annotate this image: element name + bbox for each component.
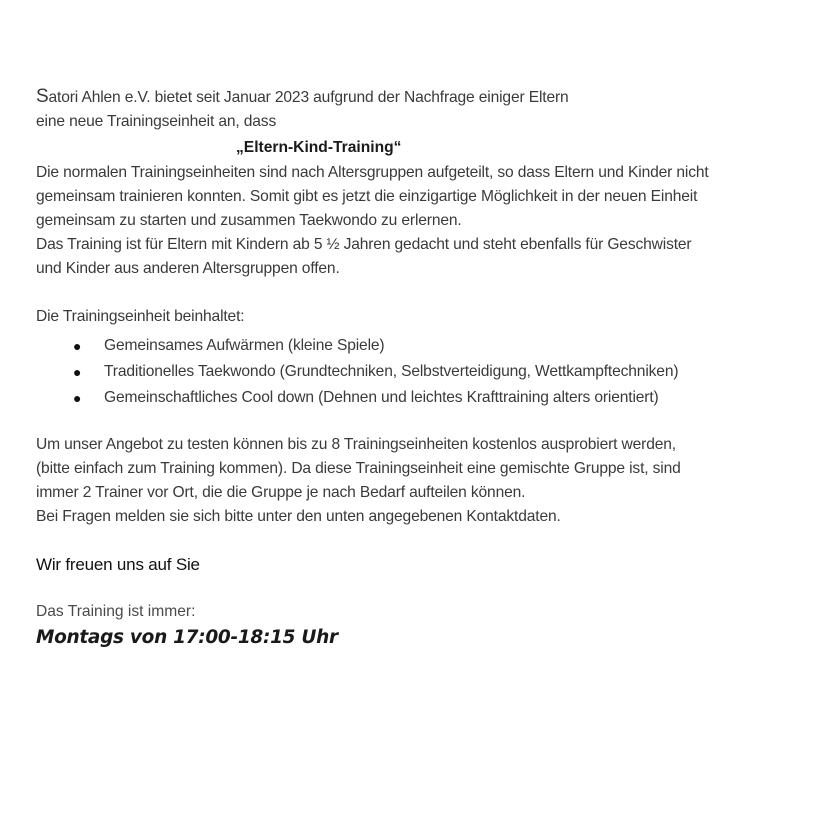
description-line: und Kinder aus anderen Altersgruppen offen. <box>36 260 340 277</box>
schedule-label: Das Training ist immer: <box>36 603 196 620</box>
offer-paragraph <box>36 433 806 529</box>
description-line: Das Training ist für Eltern mit Kindern ab 5 ½ Jahren gedacht und steht ebenfalls für Geschwister <box>36 236 692 253</box>
list-item <box>36 359 806 385</box>
intro-drop-letter: S <box>36 86 49 107</box>
program-title: „Eltern-Kind-Training“ <box>236 139 402 156</box>
description-line: gemeinsam trainieren konnten. Somit gibt es jetzt die einzigartige Möglichkeit in der neuen Einheit <box>36 188 698 205</box>
list-item <box>36 333 806 359</box>
contents-heading: Die Trainingseinheit beinhaltet: <box>36 308 245 325</box>
list-item-text: Traditionelles Taekwondo (Grundtechniken, Selbstverteidigung, Wettkampftechniken) <box>104 363 679 380</box>
intro-line-1 <box>36 86 806 110</box>
spacer <box>36 281 806 305</box>
offer-line: Um unser Angebot zu testen können bis zu 8 Trainingseinheiten kostenlos ausprobiert werden, <box>36 436 676 453</box>
bullet-icon: ● <box>73 338 82 354</box>
offer-line: (bitte einfach zum Training kommen). Da diese Trainingseinheit eine gemischte Gruppe ist, sind <box>36 460 681 477</box>
description-line: gemeinsam zu starten und zusammen Taekwondo zu erlernen. <box>36 212 462 229</box>
spacer <box>36 411 806 433</box>
schedule-time: Montags von 17:00-18:15 Uhr <box>36 627 338 648</box>
spacer <box>36 529 806 551</box>
closing-greeting: Wir freuen uns auf Sie <box>36 555 200 574</box>
intro-line-1-text: atori Ahlen e.V. bietet seit Januar 2023 aufgrund der Nachfrage einiger Eltern <box>48 89 569 106</box>
bullet-icon: ● <box>73 390 82 406</box>
offer-line: Bei Fragen melden sie sich bitte unter den unten angegebenen Kontaktdaten. <box>36 508 561 525</box>
list-item-text: Gemeinsames Aufwärmen (kleine Spiele) <box>104 337 385 354</box>
list-item <box>36 385 806 411</box>
contents-list <box>36 333 806 411</box>
spacer <box>36 579 806 601</box>
description-line: Die normalen Trainingseinheiten sind nach Altersgruppen aufgeteilt, so dass Eltern und Kinder nicht <box>36 164 709 181</box>
list-item-text: Gemeinschaftliches Cool down (Dehnen und leichtes Krafttraining alters orientiert) <box>104 389 659 406</box>
offer-line: immer 2 Trainer vor Ort, die die Gruppe je nach Bedarf aufteilen können. <box>36 484 526 501</box>
flyer-document <box>36 86 806 651</box>
intro-line-2: eine neue Trainingseinheit an, dass <box>36 113 277 130</box>
bullet-icon: ● <box>73 364 82 380</box>
description-paragraph <box>36 161 806 281</box>
